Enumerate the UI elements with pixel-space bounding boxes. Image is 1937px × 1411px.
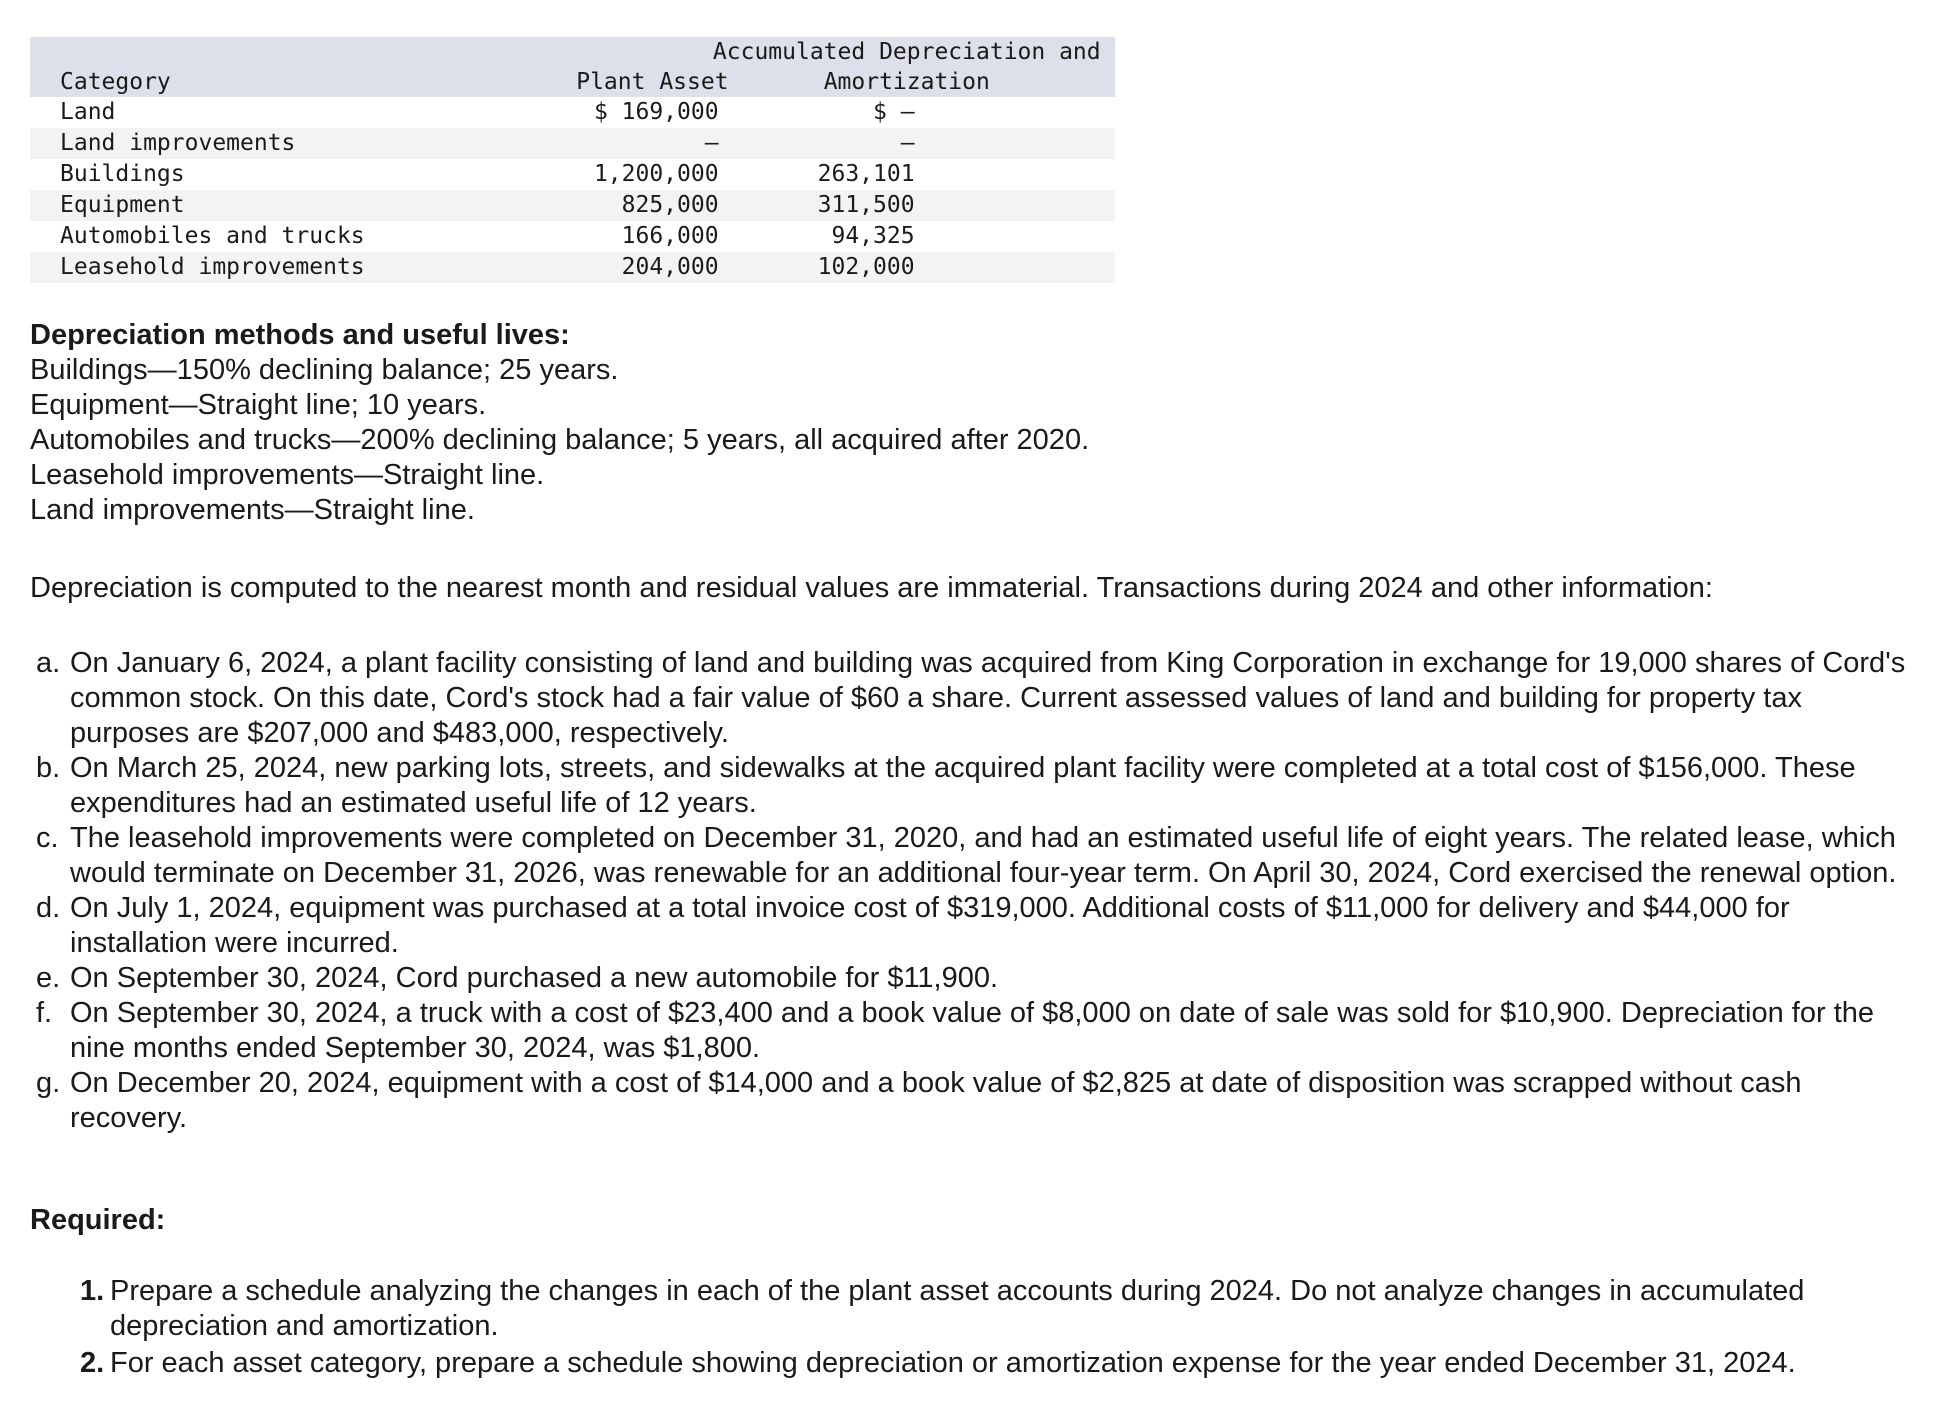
item-letter: c. (36, 822, 59, 854)
item-text: For each asset category, prepare a schedule showing depreciation or amortization expense for the year ended December 31, 2024. (110, 1347, 1796, 1379)
cell-plant-asset: $ 169,000 (593, 99, 719, 125)
cell-accumulated-value: 263,101 (817, 161, 915, 187)
cell-accumulated (719, 221, 1115, 252)
list-item (30, 821, 1910, 891)
list-item (30, 961, 1910, 996)
item-letter: a. (36, 647, 61, 679)
item-letter: f. (36, 997, 53, 1029)
cell-category: Land improvements (60, 130, 296, 156)
item-text: On December 20, 2024, equipment with a cost of $14,000 and a book value of $2,825 at date of disposition was scrapped without cash recovery. (70, 1067, 1802, 1134)
required-list (80, 1274, 1910, 1383)
item-letter: g. (36, 1067, 61, 1099)
table-header-row (30, 37, 1115, 97)
cell-accumulated (719, 97, 1115, 128)
header-accumulated (712, 37, 1115, 97)
list-item (30, 751, 1910, 821)
method-line: Equipment—Straight line; 10 years. (30, 389, 487, 421)
list-item (30, 891, 1910, 961)
item-letter: b. (36, 752, 61, 784)
list-item (30, 996, 1910, 1066)
cell-accumulated-value: 102,000 (817, 254, 915, 280)
header-accumulated-line1: Accumulated Depreciation and (712, 39, 1101, 65)
depreciation-methods (30, 318, 1089, 528)
header-plant-asset-label: Plant Asset (576, 69, 729, 95)
methods-heading: Depreciation methods and useful lives: (30, 319, 570, 351)
cell-plant-asset: 825,000 (621, 192, 719, 218)
cell-category: Automobiles and trucks (60, 223, 365, 249)
item-text: Prepare a schedule analyzing the changes in each of the plant asset accounts during 2024. Do not analyze changes in accumulated depreciation and amortization. (110, 1275, 1805, 1342)
list-item (30, 646, 1910, 751)
header-category: Category (60, 69, 171, 95)
table-row (30, 190, 1115, 221)
method-line: Automobiles and trucks—200% declining balance; 5 years, all acquired after 2020. (30, 424, 1090, 456)
plant-asset-table (30, 37, 1115, 283)
item-text: On March 25, 2024, new parking lots, streets, and sidewalks at the acquired plant facility were completed at a total cost of $156,000. These expenditures had an estimated useful life of 12 years. (70, 752, 1856, 819)
cell-accumulated (719, 128, 1115, 159)
header-plant-asset (476, 37, 729, 97)
item-text: On January 6, 2024, a plant facility consisting of land and building was acquired from King Corporation in exchange for 19,000 shares of Cord's common stock. On this date, Cord's stock had a fair value of $60 a share. Current assessed values of land and building for property tax purposes are $207,000 and $483,000, respectively. (70, 647, 1906, 749)
cell-plant-asset: 166,000 (621, 223, 719, 249)
item-number: 2. (80, 1347, 105, 1379)
item-text: The leasehold improvements were completed on December 31, 2020, and had an estimated useful life of eight years. The related lease, which would terminate on December 31, 2026, was renewable for an additional four-year term. On April 30, 2024, Cord exercised the renewal option. (70, 822, 1897, 889)
cell-category: Buildings (60, 161, 185, 187)
header-accumulated-line2: Amortization (823, 69, 990, 95)
method-line: Land improvements—Straight line. (30, 494, 475, 526)
list-item (80, 1346, 1910, 1381)
cell-accumulated-value: – (900, 130, 915, 156)
cell-accumulated-value: $ – (873, 99, 915, 125)
cell-accumulated (719, 159, 1115, 190)
list-item (30, 1066, 1910, 1136)
item-number: 1. (80, 1275, 105, 1307)
table-row (30, 159, 1115, 190)
method-line: Buildings—150% declining balance; 25 years. (30, 354, 619, 386)
cell-plant-asset: 204,000 (621, 254, 719, 280)
item-letter: e. (36, 962, 61, 994)
table-row (30, 128, 1115, 159)
item-text: On July 1, 2024, equipment was purchased at a total invoice cost of $319,000. Additional costs of $11,000 for delivery and $44,000 for installation were incurred. (70, 892, 1790, 959)
table-row (30, 221, 1115, 252)
cell-accumulated (719, 190, 1115, 221)
table-row (30, 97, 1115, 128)
transactions-list (30, 646, 1910, 1136)
intro-paragraph: Depreciation is computed to the nearest month and residual values are immaterial. Transactions during 2024 and other information: (30, 572, 1713, 604)
cell-plant-asset: – (704, 130, 719, 156)
cell-accumulated-value: 311,500 (817, 192, 915, 218)
cell-category: Equipment (60, 192, 185, 218)
cell-category: Land (60, 99, 116, 125)
cell-category: Leasehold improvements (60, 254, 365, 280)
item-text: On September 30, 2024, a truck with a cost of $23,400 and a book value of $8,000 on date of sale was sold for $10,900. Depreciation for the nine months ended September 30, 2024, was $1,800. (70, 997, 1875, 1064)
cell-accumulated-value: 94,325 (831, 223, 915, 249)
item-text: On September 30, 2024, Cord purchased a new automobile for $11,900. (70, 962, 999, 994)
cell-plant-asset: 1,200,000 (593, 161, 719, 187)
item-letter: d. (36, 892, 61, 924)
cell-accumulated (719, 252, 1115, 283)
list-item (80, 1274, 1910, 1344)
table-row (30, 252, 1115, 283)
method-line: Leasehold improvements—Straight line. (30, 459, 545, 491)
required-heading: Required: (30, 1204, 166, 1236)
